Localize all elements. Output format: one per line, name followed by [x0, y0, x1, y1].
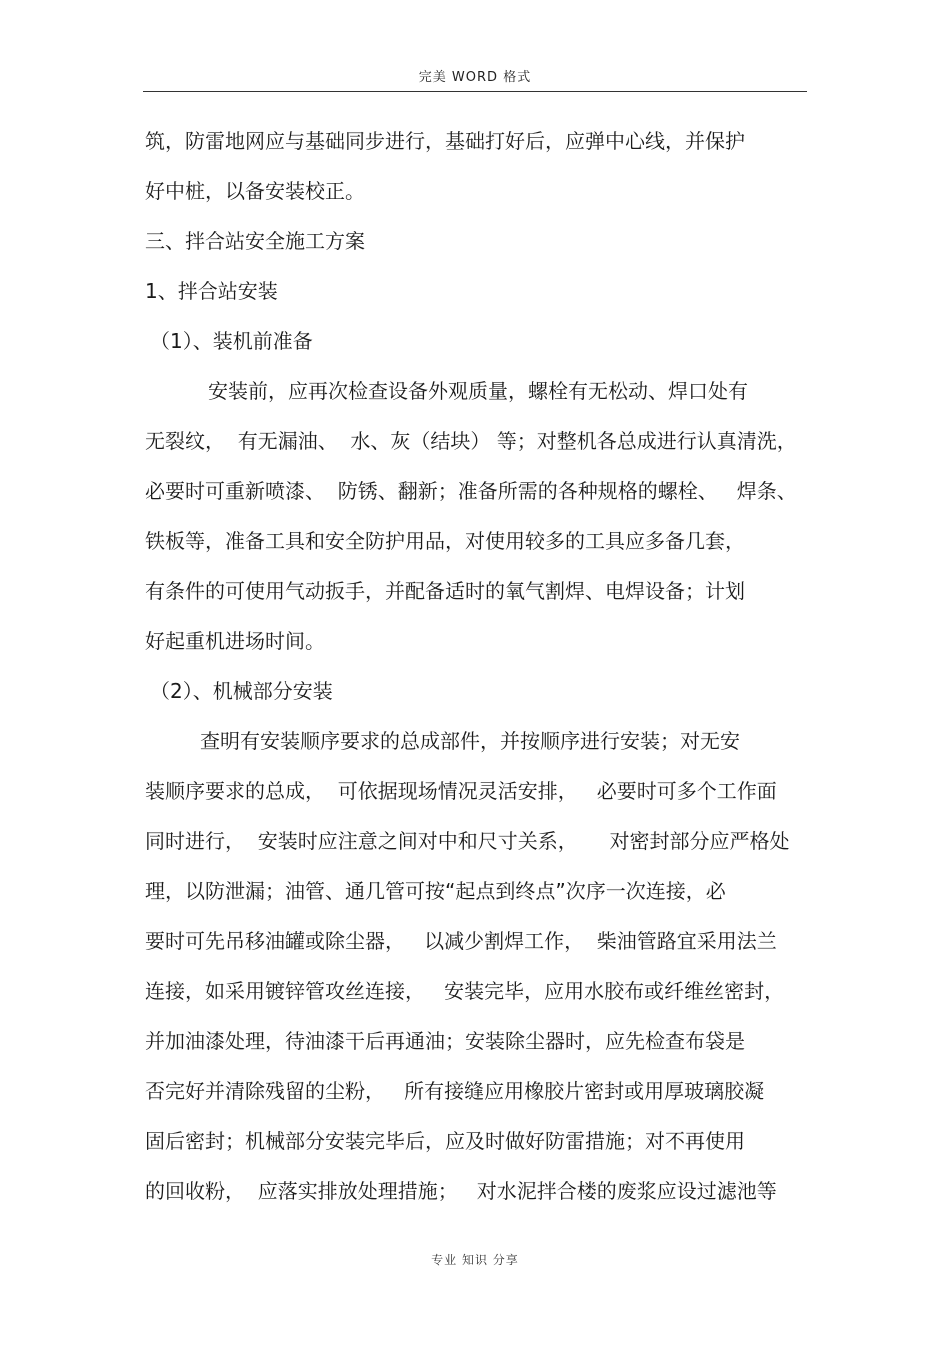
header-divider: [143, 91, 807, 92]
section-heading: 三、拌合站安全施工方案: [145, 229, 365, 253]
body-line: 铁板等，准备工具和安全防护用品，对使用较多的工具应多备几套，: [145, 529, 745, 553]
body-line: 固后密封；机械部分安装完毕后，应及时做好防雷措施；对不再使用: [145, 1129, 745, 1153]
body-line: 并加油漆处理，待油漆干后再通油；安装除尘器时，应先检查布袋是: [145, 1029, 745, 1053]
subsection-heading: （2）、机械部分安装: [150, 679, 333, 703]
body-line: 的回收粉， 应落实排放处理措施； 对水泥拌合楼的废浆应设过滤池等: [145, 1179, 777, 1203]
body-line: 查明有安装顺序要求的总成部件，并按顺序进行安装；对无安: [200, 729, 740, 753]
body-line: 要时可先吊移油罐或除尘器， 以减少割焊工作， 柴油管路宜采用法兰: [145, 929, 777, 953]
body-line: 无裂纹， 有无漏油、 水、灰（结块） 等；对整机各总成进行认真清洗，: [145, 429, 797, 453]
body-line: 理，以防泄漏；油管、通几管可按“起点到终点”次序一次连接，必: [145, 879, 726, 903]
body-line: 安装前，应再次检查设备外观质量，螺栓有无松动、焊口处有: [208, 379, 748, 403]
body-line: 好起重机进场时间。: [145, 629, 325, 653]
body-line: 连接，如采用镀锌管攻丝连接， 安装完毕，应用水胶布或纤维丝密封，: [145, 979, 785, 1003]
subsection-heading: （1）、装机前准备: [150, 329, 313, 353]
page-footer: 专业 知识 分享: [431, 1253, 519, 1267]
page-header: 完美 WORD 格式: [418, 70, 532, 85]
body-line: 有条件的可使用气动扳手，并配备适时的氧气割焊、电焊设备；计划: [145, 579, 745, 603]
subsection-heading: 1、拌合站安装: [145, 279, 278, 303]
body-line: 好中桩，以备安装校正。: [145, 179, 365, 203]
body-line: 装顺序要求的总成， 可依据现场情况灵活安排， 必要时可多个工作面: [145, 779, 777, 803]
body-line: 筑，防雷地网应与基础同步进行，基础打好后，应弹中心线，并保护: [145, 129, 745, 153]
body-line: 必要时可重新喷漆、 防锈、翻新；准备所需的各种规格的螺栓、 焊条、: [145, 479, 797, 503]
body-line: 否完好并清除残留的尘粉， 所有接缝应用橡胶片密封或用厚玻璃胶凝: [145, 1079, 765, 1103]
body-line: 同时进行， 安装时应注意之间对中和尺寸关系， 对密封部分应严格处: [145, 829, 790, 853]
